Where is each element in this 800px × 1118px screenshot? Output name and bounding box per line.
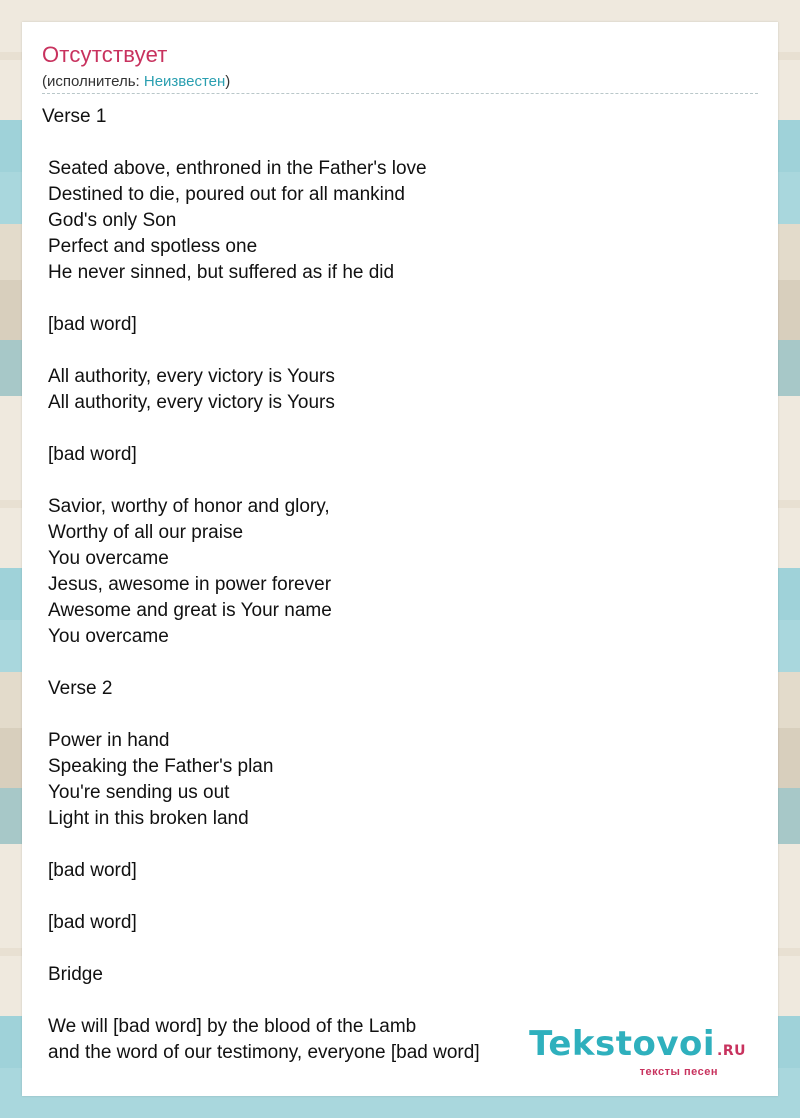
lyrics-line: Power in hand [48,730,170,751]
site-logo[interactable] [529,1024,746,1078]
lyrics-line: Awesome and great is Your name [48,600,332,621]
lyrics-line: Seated above, enthroned in the Father's love [48,158,427,179]
lyrics-line [42,884,758,910]
lyrics-text [42,104,758,1066]
lyrics-line: All authority, every victory is Yours [48,366,335,387]
lyrics-line [42,988,758,1014]
lyrics-line [42,130,758,156]
lyrics-line [42,832,758,858]
lyrics-line: Worthy of all our praise [48,522,244,543]
lyrics-line [42,338,758,364]
lyrics-line [42,702,758,728]
lyrics-line: [bad word] [48,314,137,335]
artist-link[interactable]: Неизвестен [143,73,226,90]
lyrics-line: [bad word] [48,912,137,933]
lyrics-line: All authority, every victory is Yours [48,392,335,413]
lyrics-line: [bad word] [48,860,137,881]
lyrics-line: Bridge [48,964,103,985]
lyrics-line [42,416,758,442]
lyrics-line: You're sending us out [48,782,230,803]
lyrics-line: Verse 1 [42,106,107,127]
lyrics-line: Light in this broken land [48,808,249,829]
logo-brand [529,1024,746,1068]
song-title: Отсутствует [42,42,168,67]
logo-brand-name: Tekstovoi [529,1024,716,1064]
lyrics-line [42,936,758,962]
lyrics-line: [bad word] [48,444,137,465]
lyrics-line [42,286,758,312]
lyrics-line: We will [bad word] by the blood of the Lamb [48,1016,417,1037]
lyrics-line: Speaking the Father's plan [48,756,274,777]
lyrics-line: and the word of our testimony, everyone [bad word] [48,1042,480,1063]
lyrics-line: God's only Son [48,210,177,231]
lyrics-line: You overcame [48,548,169,569]
logo-tagline: тексты песен [639,1066,718,1078]
artist-line [42,73,230,90]
lyrics-line: You overcame [48,626,169,647]
lyrics-line: Savior, worthy of honor and glory, [48,496,330,517]
lyrics-line: He never sinned, but suffered as if he did [48,262,395,283]
lyrics-line [42,650,758,676]
lyrics-line: Destined to die, poured out for all mankind [48,184,405,205]
lyrics-line: Perfect and spotless one [48,236,258,257]
lyrics-line: Verse 2 [48,678,113,699]
artist-prefix: (исполнитель: [42,73,144,90]
artist-suffix: ) [225,73,231,90]
title-divider [42,93,758,94]
logo-tld: .RU [717,1043,746,1059]
lyrics-line: Jesus, awesome in power forever [48,574,332,595]
lyrics-page [22,22,778,1096]
lyrics-line [42,468,758,494]
